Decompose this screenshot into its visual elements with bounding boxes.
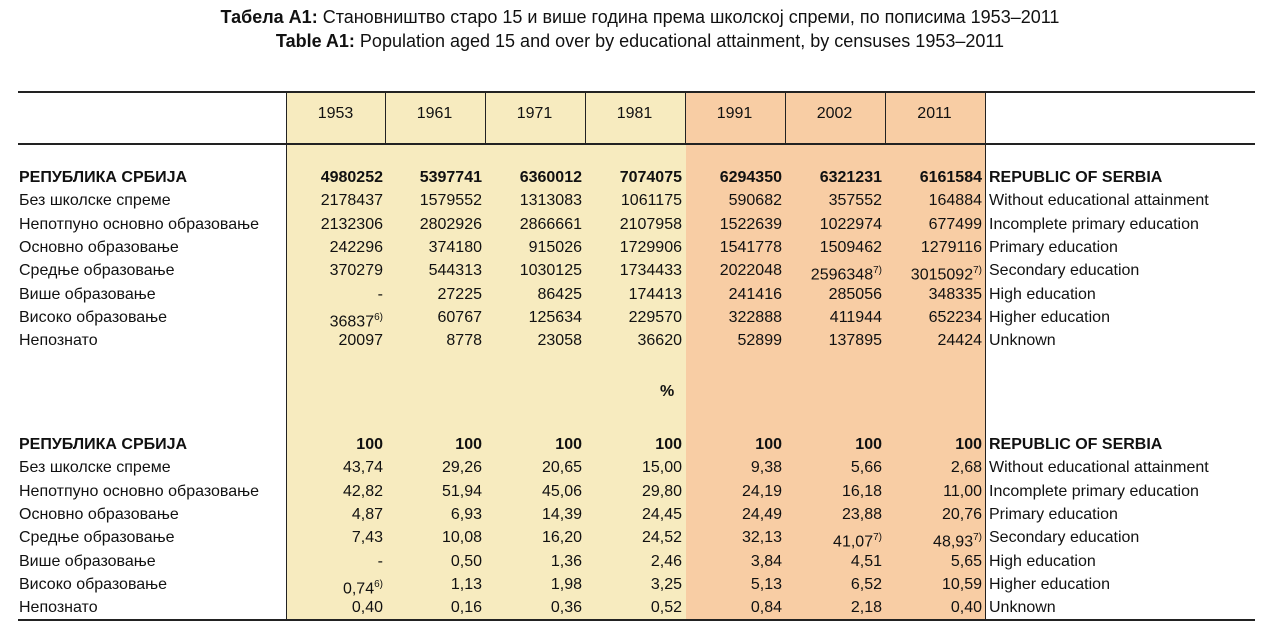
row-label-english: Primary education <box>989 238 1118 256</box>
cell-value: 9,38 <box>750 459 782 477</box>
table-row <box>0 236 1280 259</box>
row-label-serbian: Без школске спреме <box>19 459 171 477</box>
cell-value: 41,07 <box>833 533 874 551</box>
table-cell <box>284 259 383 282</box>
cell-value: 357552 <box>828 192 882 210</box>
row-label-english: Secondary education <box>989 262 1140 280</box>
table-cell <box>783 456 882 479</box>
cell-value: 29,80 <box>641 482 682 500</box>
table-cell <box>483 306 582 329</box>
table-cell <box>783 236 882 259</box>
cell-value: 86425 <box>537 285 582 303</box>
cell-value: 174413 <box>628 285 682 303</box>
cell-value: 3015092 <box>910 266 974 284</box>
cell-value: 915026 <box>528 238 582 256</box>
cell-value: 1313083 <box>519 192 582 210</box>
cell-value: 164884 <box>928 192 982 210</box>
table-cell <box>583 236 682 259</box>
cell-value: 2802926 <box>419 215 482 233</box>
table-row <box>0 480 1280 503</box>
cell-value: 51,94 <box>441 482 482 500</box>
table-cell <box>284 456 383 479</box>
table-cell <box>483 166 582 189</box>
cell-value: 125634 <box>528 308 582 326</box>
table-row <box>0 550 1280 573</box>
table-cell <box>683 596 782 619</box>
cell-value: 241416 <box>728 285 782 303</box>
cell-value: 32,13 <box>741 529 782 547</box>
table-cell <box>383 259 482 282</box>
cell-value: 1022974 <box>819 215 882 233</box>
cell-value: 100 <box>555 436 582 453</box>
table-row <box>0 329 1280 352</box>
row-label-english: High education <box>989 552 1096 570</box>
cell-value: 5,13 <box>750 575 782 593</box>
cell-value: 36620 <box>637 332 682 350</box>
table-row <box>0 283 1280 306</box>
table-cell <box>683 189 782 212</box>
table-cell <box>683 503 782 526</box>
table-top-rule <box>18 91 1255 93</box>
table-row <box>0 306 1280 329</box>
table-cell <box>783 166 882 189</box>
cell-value: 285056 <box>828 285 882 303</box>
table-row <box>0 526 1280 549</box>
table-row <box>0 596 1280 619</box>
cell-value: 1579552 <box>419 192 482 210</box>
table-cell <box>483 480 582 503</box>
cell-value: 10,08 <box>441 529 482 547</box>
row-label-english: High education <box>989 285 1096 303</box>
cell-value: 2866661 <box>519 215 582 233</box>
row-label-serbian: Без школске спреме <box>19 192 171 210</box>
table-cell <box>883 596 982 619</box>
title-serbian-text: Становништво старо 15 и више година према школској спреми, по пописима 1953–2011 <box>317 7 1060 27</box>
table-cell <box>583 166 682 189</box>
cell-value: 6294350 <box>719 169 782 186</box>
table-cell <box>284 596 383 619</box>
cell-value: 16,20 <box>541 529 582 547</box>
cell-value: 14,39 <box>541 505 582 523</box>
cell-value: 411944 <box>829 308 882 326</box>
year-header: 1991 <box>716 105 753 122</box>
table-cell <box>883 189 982 212</box>
cell-value: 242296 <box>329 238 383 256</box>
row-label-serbian: РЕПУБЛИКА СРБИЈА <box>19 436 188 453</box>
cell-value: 6360012 <box>519 169 582 186</box>
table-cell <box>383 596 482 619</box>
row-label-english: Higher education <box>989 308 1110 326</box>
cell-value: 8778 <box>446 332 482 350</box>
cell-value: 29,26 <box>441 459 482 477</box>
row-label-english: Secondary education <box>989 529 1140 547</box>
table-cell <box>483 189 582 212</box>
cell-value: 7,43 <box>351 529 383 547</box>
cell-value: 0,50 <box>450 552 482 570</box>
cell-value: 0,36 <box>550 599 582 617</box>
cell-value: 2596348 <box>810 266 874 284</box>
cell-value: 20097 <box>338 332 383 350</box>
cell-value: 1729906 <box>619 238 682 256</box>
table-cell <box>583 259 682 282</box>
table-cell <box>483 503 582 526</box>
table-cell <box>483 433 582 456</box>
table-cell <box>883 456 982 479</box>
table-cell <box>583 573 682 596</box>
footnote-marker: 6) <box>374 578 383 590</box>
table-cell <box>883 573 982 596</box>
table-cell <box>683 456 782 479</box>
table-cell <box>383 189 482 212</box>
table-cell <box>683 480 782 503</box>
table-cell <box>483 259 582 282</box>
table-cell <box>883 213 982 236</box>
cell-value: 590682 <box>728 192 782 210</box>
cell-value: 370279 <box>329 262 383 280</box>
table-cell <box>284 166 383 189</box>
table-cell <box>883 236 982 259</box>
table-cell <box>583 596 682 619</box>
cell-value: 60767 <box>437 308 482 326</box>
table-cell <box>883 283 982 306</box>
cell-value: 1541778 <box>719 238 782 256</box>
cell-value: 1522639 <box>719 215 782 233</box>
footnote-marker: 6) <box>374 311 383 323</box>
table-bottom-rule <box>18 619 1255 621</box>
footnote-marker: 7) <box>973 265 982 277</box>
table-cell <box>783 480 882 503</box>
cell-value: 0,16 <box>450 599 482 617</box>
cell-value: 10,59 <box>941 575 982 593</box>
table-cell <box>383 213 482 236</box>
cell-value: 4,87 <box>351 505 383 523</box>
table-cell <box>683 573 782 596</box>
table-cell <box>683 329 782 352</box>
cell-value: 1061175 <box>620 192 682 210</box>
cell-value: 45,06 <box>541 482 582 500</box>
table-cell <box>284 329 383 352</box>
table-cell <box>383 480 482 503</box>
cell-value: 24424 <box>937 332 982 350</box>
cell-value: 15,00 <box>641 459 682 477</box>
cell-value: 1279116 <box>920 238 982 256</box>
footnote-marker: 7) <box>873 265 882 277</box>
table-cell <box>783 189 882 212</box>
table-row <box>0 189 1280 212</box>
cell-value: 652234 <box>928 308 982 326</box>
cell-value: - <box>377 285 383 303</box>
cell-value: 1,98 <box>550 575 582 593</box>
table-cell <box>683 166 782 189</box>
row-label-serbian: Високо образовање <box>19 575 168 593</box>
row-label-english: Primary education <box>989 505 1118 523</box>
table-row <box>0 166 1280 189</box>
table-cell <box>483 550 582 573</box>
table-cell <box>383 573 482 596</box>
header-bottom-rule <box>18 143 1255 145</box>
cell-value: 1734433 <box>619 262 682 280</box>
table-cell <box>284 213 383 236</box>
row-label-english: Higher education <box>989 575 1110 593</box>
table-cell <box>483 213 582 236</box>
cell-value: 2022048 <box>719 262 782 280</box>
table-cell <box>683 236 782 259</box>
table-cell <box>583 456 682 479</box>
cell-value: 0,74 <box>342 580 375 598</box>
year-header: 2011 <box>917 105 952 122</box>
title-english <box>0 30 1280 52</box>
cell-value: 100 <box>655 436 682 453</box>
table-cell <box>883 433 982 456</box>
table-cell <box>683 259 782 282</box>
cell-value: 16,18 <box>841 482 882 500</box>
row-label-english: Unknown <box>989 332 1056 350</box>
cell-value: 0,84 <box>750 599 782 617</box>
row-label-serbian: Непотпуно основно образовање <box>19 215 259 233</box>
row-label-serbian: Средње образовање <box>19 529 175 547</box>
year-header: 1961 <box>416 105 453 122</box>
cell-value: 2,18 <box>850 599 882 617</box>
cell-value: 100 <box>755 436 782 453</box>
row-label-serbian: Више образовање <box>19 552 156 570</box>
row-label-english: REPUBLIC OF SERBIA <box>989 436 1163 453</box>
cell-value: 7074075 <box>619 169 682 186</box>
table-cell <box>783 596 882 619</box>
table-cell <box>583 480 682 503</box>
table-cell <box>284 550 383 573</box>
table-cell <box>583 306 682 329</box>
cell-value: 0,52 <box>650 599 682 617</box>
table-cell <box>683 306 782 329</box>
table-row <box>0 259 1280 282</box>
table-cell <box>683 526 782 549</box>
cell-value: 1,36 <box>550 552 582 570</box>
cell-value: 100 <box>855 436 882 453</box>
cell-value: 1,13 <box>450 575 482 593</box>
table-cell <box>683 550 782 573</box>
table-cell <box>883 329 982 352</box>
table-cell <box>883 480 982 503</box>
cell-value: 6,93 <box>450 505 482 523</box>
table-cell <box>284 433 383 456</box>
row-label-serbian: Непознато <box>19 599 98 617</box>
cell-value: 4,51 <box>850 552 882 570</box>
cell-value: 23,88 <box>841 505 882 523</box>
table-cell <box>483 283 582 306</box>
table-cell <box>483 329 582 352</box>
cell-value: - <box>377 552 383 570</box>
row-label-serbian: Високо образовање <box>19 308 168 326</box>
cell-value: 5,66 <box>850 459 882 477</box>
row-label-serbian: Непотпуно основно образовање <box>19 482 259 500</box>
table-cell <box>284 236 383 259</box>
table-cell <box>583 283 682 306</box>
cell-value: 1509462 <box>819 238 882 256</box>
cell-value: 27225 <box>437 285 482 303</box>
cell-value: 2,46 <box>650 552 682 570</box>
cell-value: 322888 <box>728 308 782 326</box>
cell-value: 0,40 <box>351 599 383 617</box>
table-cell <box>783 329 882 352</box>
row-label-english: Incomplete primary education <box>989 482 1199 500</box>
table-row <box>0 213 1280 236</box>
table-cell <box>284 526 383 549</box>
table-cell <box>483 573 582 596</box>
table-cell <box>783 550 882 573</box>
table-cell <box>883 306 982 329</box>
cell-value: 100 <box>356 436 383 453</box>
cell-value: 677499 <box>928 215 982 233</box>
cell-value: 43,74 <box>342 459 383 477</box>
row-label-serbian: Више образовање <box>19 285 156 303</box>
table-cell <box>583 526 682 549</box>
table-cell <box>783 306 882 329</box>
table-cell <box>483 596 582 619</box>
title-english-label: Table A1: <box>275 31 355 51</box>
cell-value: 137895 <box>828 332 882 350</box>
year-header: 1981 <box>616 105 653 122</box>
cell-value: 52899 <box>737 332 782 350</box>
year-header: 2002 <box>816 105 853 122</box>
row-label-english: Without educational attainment <box>989 459 1209 477</box>
table-cell <box>783 213 882 236</box>
table-cell <box>284 480 383 503</box>
table-cell <box>383 283 482 306</box>
cell-value: 2,68 <box>950 459 982 477</box>
cell-value: 42,82 <box>342 482 383 500</box>
cell-value: 544313 <box>428 262 482 280</box>
percent-label: % <box>660 383 675 400</box>
cell-value: 24,45 <box>641 505 682 523</box>
title-serbian-label: Табела А1: <box>220 7 318 27</box>
table-cell <box>583 433 682 456</box>
table-cell <box>883 550 982 573</box>
cell-value: 374180 <box>428 238 482 256</box>
footnote-marker: 7) <box>873 532 882 544</box>
year-header: 1971 <box>516 105 553 122</box>
row-label-serbian: Основно образовање <box>19 238 179 256</box>
table-cell <box>483 236 582 259</box>
cell-value: 5397741 <box>419 169 482 186</box>
table-cell <box>883 503 982 526</box>
cell-value: 2107958 <box>619 215 682 233</box>
table-cell <box>383 166 482 189</box>
table-cell <box>683 433 782 456</box>
table-cell <box>383 503 482 526</box>
table-cell <box>383 526 482 549</box>
table-cell <box>483 456 582 479</box>
row-label-serbian: РЕПУБЛИКА СРБИЈА <box>19 169 188 186</box>
year-header: 1953 <box>317 105 354 122</box>
table-cell <box>383 236 482 259</box>
cell-value: 11,00 <box>943 482 982 500</box>
cell-value: 229570 <box>628 308 682 326</box>
cell-value: 4980252 <box>320 169 383 186</box>
row-label-serbian: Основно образовање <box>19 505 179 523</box>
table-row <box>0 573 1280 596</box>
table-cell <box>383 550 482 573</box>
row-label-serbian: Непознато <box>19 332 98 350</box>
cell-value: 20,76 <box>941 505 982 523</box>
cell-value: 6,52 <box>850 575 882 593</box>
table-cell <box>284 283 383 306</box>
table-cell <box>783 283 882 306</box>
row-label-english: REPUBLIC OF SERBIA <box>989 169 1163 186</box>
cell-value: 348335 <box>928 285 982 303</box>
cell-value: 36837 <box>329 313 375 331</box>
table-cell <box>284 189 383 212</box>
cell-value: 20,65 <box>541 459 582 477</box>
table-row <box>0 433 1280 456</box>
table-row <box>0 456 1280 479</box>
cell-value: 6161584 <box>919 169 982 186</box>
table-cell <box>883 166 982 189</box>
table-cell <box>383 329 482 352</box>
cell-value: 5,65 <box>950 552 982 570</box>
table-cell <box>383 456 482 479</box>
table-row <box>0 503 1280 526</box>
table-cell <box>583 503 682 526</box>
cell-value: 23058 <box>537 332 582 350</box>
footnote-marker: 7) <box>973 532 982 544</box>
cell-value: 6321231 <box>819 169 882 186</box>
cell-value: 24,49 <box>741 505 782 523</box>
row-label-english: Incomplete primary education <box>989 215 1199 233</box>
row-label-serbian: Средње образовање <box>19 262 175 280</box>
table-cell <box>583 213 682 236</box>
cell-value: 2178437 <box>320 192 383 210</box>
table-cell <box>783 433 882 456</box>
row-label-english: Without educational attainment <box>989 192 1209 210</box>
cell-value: 1030125 <box>519 262 582 280</box>
table-cell <box>583 329 682 352</box>
table-cell <box>683 283 782 306</box>
cell-value: 48,93 <box>933 533 974 551</box>
cell-value: 3,25 <box>650 575 682 593</box>
table-cell <box>683 213 782 236</box>
table-cell <box>483 526 582 549</box>
cell-value: 2132306 <box>320 215 383 233</box>
table-cell <box>383 306 482 329</box>
cell-value: 100 <box>955 436 982 453</box>
table-cell <box>583 550 682 573</box>
cell-value: 100 <box>455 436 482 453</box>
table-cell <box>383 433 482 456</box>
cell-value: 24,52 <box>641 529 682 547</box>
cell-value: 0,40 <box>950 599 982 617</box>
table-cell <box>284 503 383 526</box>
title-serbian <box>0 6 1280 28</box>
cell-value: 24,19 <box>741 482 782 500</box>
row-label-english: Unknown <box>989 599 1056 617</box>
cell-value: 3,84 <box>750 552 782 570</box>
table-cell <box>783 503 882 526</box>
table-cell <box>783 573 882 596</box>
table-cell <box>583 189 682 212</box>
title-english-text: Population aged 15 and over by educational attainment, by censuses 1953–2011 <box>354 31 1005 51</box>
